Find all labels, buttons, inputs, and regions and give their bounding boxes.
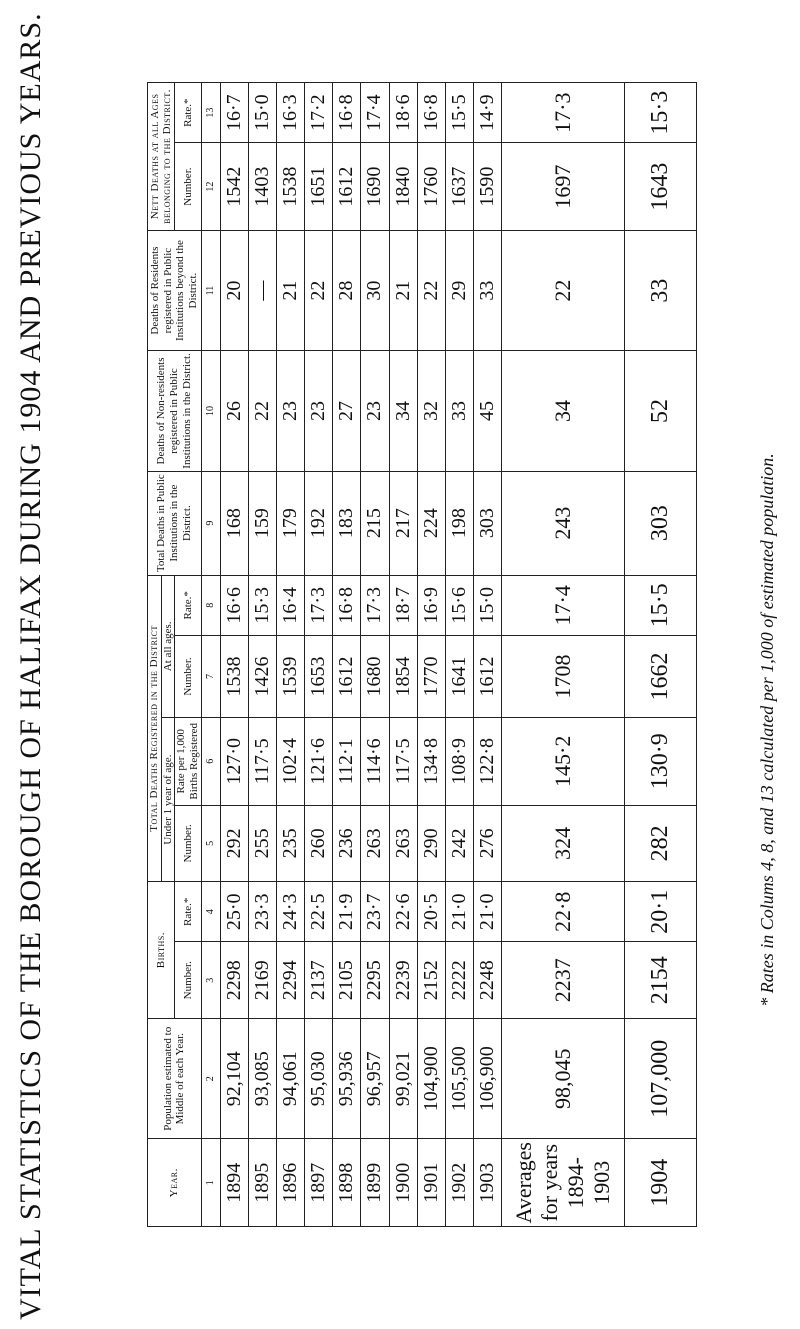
table-cell: 17·4 (502, 575, 625, 635)
table-cell: 1697 (502, 143, 625, 231)
table-cell: 183 (333, 471, 361, 575)
table-row (220, 83, 248, 1227)
table-cell: 290 (417, 805, 445, 882)
table-cell: 159 (248, 471, 276, 575)
header-nett-deaths: Nett Deaths at all Ages belonging to the District. (148, 83, 175, 231)
table-cell: 15·5 (445, 83, 473, 143)
year-cell: 1902 (445, 1139, 473, 1227)
table-cell: 15·0 (248, 83, 276, 143)
statistics-table-wrapper (147, 82, 697, 1227)
table-cell: 263 (389, 805, 417, 882)
table-cell: 23 (276, 351, 304, 471)
table-cell: 168 (220, 471, 248, 575)
column-number: 13 (201, 83, 220, 143)
table-cell: 16·7 (220, 83, 248, 143)
table-cell: 16·9 (417, 575, 445, 635)
year-cell: 1898 (333, 1139, 361, 1227)
table-cell: 1612 (333, 635, 361, 717)
table-cell: 2298 (220, 942, 248, 1019)
table-cell: 117·5 (389, 718, 417, 806)
column-number: 9 (201, 471, 220, 575)
header-year: Year. (148, 1139, 202, 1227)
table-cell: 107,000 (625, 1019, 697, 1139)
table-cell: 16·6 (220, 575, 248, 635)
year-cell: 1897 (305, 1139, 333, 1227)
footnote-container (752, 140, 782, 1320)
table-row (445, 83, 473, 1227)
table-cell: 27 (333, 351, 361, 471)
year-cell: 1901 (417, 1139, 445, 1227)
table-cell: 16·8 (417, 83, 445, 143)
table-cell: 282 (625, 805, 697, 882)
year-cell: 1903 (473, 1139, 501, 1227)
table-cell: 104,900 (417, 1019, 445, 1139)
table-cell: 1641 (445, 635, 473, 717)
table-body (220, 83, 502, 1227)
table-cell: 34 (502, 351, 625, 471)
table-cell: 2105 (333, 942, 361, 1019)
table-cell: 17·3 (502, 83, 625, 143)
column-number: 3 (201, 942, 220, 1019)
header-under1-number: Number. (175, 805, 201, 882)
table-cell: 98,045 (502, 1019, 625, 1139)
averages-label: Averages for years 1894-1903 (502, 1139, 625, 1227)
table-cell: 16·8 (333, 575, 361, 635)
table-cell: 22·6 (389, 882, 417, 942)
header-allages: At all ages. (161, 575, 175, 717)
table-row (248, 83, 276, 1227)
table-cell: 2248 (473, 942, 501, 1019)
table-cell: 20 (220, 230, 248, 350)
table-cell: 1542 (220, 143, 248, 231)
table-cell: 2137 (305, 942, 333, 1019)
year-cell: 1899 (361, 1139, 389, 1227)
header-allages-number: Number. (175, 635, 201, 717)
table-cell: 21·9 (333, 882, 361, 942)
table-row (305, 83, 333, 1227)
header-residents-beyond: Deaths of Residents registered in Public Institutions beyond the District. (148, 230, 202, 350)
table-cell: 20·1 (625, 882, 697, 942)
averages-row (502, 83, 625, 1227)
table-cell: 33 (445, 351, 473, 471)
column-number: 8 (201, 575, 220, 635)
table-cell: 14·9 (473, 83, 501, 143)
table-cell: 2222 (445, 942, 473, 1019)
table-cell: 95,936 (333, 1019, 361, 1139)
table-row (361, 83, 389, 1227)
column-number: 11 (201, 230, 220, 350)
table-cell: 263 (361, 805, 389, 882)
table-cell: 215 (361, 471, 389, 575)
header-births-number: Number. (175, 942, 201, 1019)
table-cell: 99,021 (389, 1019, 417, 1139)
table-cell: 94,061 (276, 1019, 304, 1139)
table-cell: 1637 (445, 143, 473, 231)
table-cell: 1643 (625, 143, 697, 231)
table-cell: 16·3 (276, 83, 304, 143)
statistics-table (147, 82, 697, 1227)
year-cell: 1894 (220, 1139, 248, 1227)
table-cell: 292 (220, 805, 248, 882)
column-number: 6 (201, 718, 220, 806)
table-cell: 145·2 (502, 718, 625, 806)
table-cell: 122·8 (473, 718, 501, 806)
table-cell: 23 (361, 351, 389, 471)
table-cell: 130·9 (625, 718, 697, 806)
table-cell: 26 (220, 351, 248, 471)
table-cell: 92,104 (220, 1019, 248, 1139)
table-cell: 2154 (625, 942, 697, 1019)
table-cell: 121·6 (305, 718, 333, 806)
table-cell: 21·0 (445, 882, 473, 942)
table-cell: 21 (276, 230, 304, 350)
table-cell: 1760 (417, 143, 445, 231)
table-cell: 2169 (248, 942, 276, 1019)
table-cell: 324 (502, 805, 625, 882)
table-cell: 2294 (276, 942, 304, 1019)
table-cell: 16·4 (276, 575, 304, 635)
table-cell: 243 (502, 471, 625, 575)
header-population: Population estimated to Middle of each Year. (148, 1019, 202, 1139)
year-cell: 1896 (276, 1139, 304, 1227)
table-cell: 112·1 (333, 718, 361, 806)
table-cell: 33 (625, 230, 697, 350)
header-nett-number: Number. (175, 143, 201, 231)
table-cell: 33 (473, 230, 501, 350)
table-cell: 255 (248, 805, 276, 882)
table-cell: 15·3 (248, 575, 276, 635)
final-year-row (625, 83, 697, 1227)
header-total-public: Total Deaths in Public Institutions in the District. (148, 471, 202, 575)
table-head (148, 83, 221, 1227)
page-title-container (6, 12, 56, 1320)
table-cell: 127·0 (220, 718, 248, 806)
table-cell: 17·2 (305, 83, 333, 143)
table-cell: 1653 (305, 635, 333, 717)
table-cell: 105,500 (445, 1019, 473, 1139)
table-cell: 192 (305, 471, 333, 575)
table-cell: 260 (305, 805, 333, 882)
table-cell: 114·6 (361, 718, 389, 806)
header-under1: Under 1 year of age. (161, 718, 175, 882)
column-number: 1 (201, 1139, 220, 1227)
table-cell: 1426 (248, 635, 276, 717)
footnote: * Rates in Colums 4, 8, and 13 calculated per 1,000 of estimated population. (757, 453, 777, 1007)
table-cell: 1612 (333, 143, 361, 231)
table-cell: 15·3 (625, 83, 697, 143)
table-cell: 179 (276, 471, 304, 575)
table-cell: 18·7 (389, 575, 417, 635)
table-cell: 28 (333, 230, 361, 350)
table-cell: 17·4 (361, 83, 389, 143)
table-cell: 34 (389, 351, 417, 471)
table-cell: 1680 (361, 635, 389, 717)
final-year-label: 1904 (625, 1139, 697, 1227)
table-cell: 1770 (417, 635, 445, 717)
table-cell: 303 (625, 471, 697, 575)
table-cell: 24·3 (276, 882, 304, 942)
table-cell: 21·0 (473, 882, 501, 942)
table-cell: 106,900 (473, 1019, 501, 1139)
table-cell: 134·8 (417, 718, 445, 806)
table-cell: 217 (389, 471, 417, 575)
table-cell: 17·3 (305, 575, 333, 635)
table-cell: 117·5 (248, 718, 276, 806)
table-cell: 2237 (502, 942, 625, 1019)
table-cell: 22 (305, 230, 333, 350)
table-cell: 2239 (389, 942, 417, 1019)
table-cell: 1538 (220, 635, 248, 717)
header-total-deaths: Total Deaths Registered in the District (148, 575, 162, 882)
table-cell: 1708 (502, 635, 625, 717)
table-cell: 2295 (361, 942, 389, 1019)
column-number: 12 (201, 143, 220, 231)
table-row (473, 83, 501, 1227)
table-cell: 23·3 (248, 882, 276, 942)
year-cell: 1895 (248, 1139, 276, 1227)
table-cell: 15·6 (445, 575, 473, 635)
table-cell: 30 (361, 230, 389, 350)
table-cell: 303 (473, 471, 501, 575)
table-cell: 22·8 (502, 882, 625, 942)
table-cell: 17·3 (361, 575, 389, 635)
header-nett-rate: Rate.* (175, 83, 201, 143)
table-cell: 1840 (389, 143, 417, 231)
table-cell: 1690 (361, 143, 389, 231)
table-cell: 198 (445, 471, 473, 575)
table-cell: 1612 (473, 635, 501, 717)
table-cell: 276 (473, 805, 501, 882)
table-cell: 1539 (276, 635, 304, 717)
column-number: 4 (201, 882, 220, 942)
table-cell: 242 (445, 805, 473, 882)
table-cell: 93,085 (248, 1019, 276, 1139)
table-cell: 1651 (305, 143, 333, 231)
table-cell: 18·6 (389, 83, 417, 143)
table-cell: 108·9 (445, 718, 473, 806)
table-cell: 15·0 (473, 575, 501, 635)
page-title: VITAL STATISTICS OF THE BOROUGH OF HALIFAX DURING 1904 AND PREVIOUS YEARS. (14, 12, 47, 1320)
header-non-residents: Deaths of Non-residents registered in Public Institutions in the District. (148, 351, 202, 471)
header-births: Births. (148, 882, 175, 1019)
table-cell: — (248, 230, 276, 350)
table-row (276, 83, 304, 1227)
table-summary (502, 83, 697, 1227)
table-cell: 236 (333, 805, 361, 882)
table-cell: 1538 (276, 143, 304, 231)
table-cell: 23 (305, 351, 333, 471)
column-number: 10 (201, 351, 220, 471)
table-cell: 1662 (625, 635, 697, 717)
table-cell: 23·7 (361, 882, 389, 942)
table-cell: 2152 (417, 942, 445, 1019)
table-cell: 45 (473, 351, 501, 471)
table-cell: 235 (276, 805, 304, 882)
table-cell: 22 (248, 351, 276, 471)
column-number: 5 (201, 805, 220, 882)
header-births-rate: Rate.* (175, 882, 201, 942)
table-cell: 29 (445, 230, 473, 350)
column-number: 7 (201, 635, 220, 717)
table-cell: 1403 (248, 143, 276, 231)
column-number: 2 (201, 1019, 220, 1139)
table-cell: 16·8 (333, 83, 361, 143)
table-cell: 25·0 (220, 882, 248, 942)
table-cell: 21 (389, 230, 417, 350)
table-cell: 1854 (389, 635, 417, 717)
table-cell: 15·5 (625, 575, 697, 635)
table-row (417, 83, 445, 1227)
table-cell: 95,030 (305, 1019, 333, 1139)
header-under1-rate: Rate per 1,000 Births Registered (175, 718, 201, 806)
table-row (389, 83, 417, 1227)
table-cell: 20·5 (417, 882, 445, 942)
table-cell: 22 (502, 230, 625, 350)
table-cell: 22·5 (305, 882, 333, 942)
year-cell: 1900 (389, 1139, 417, 1227)
table-cell: 96,957 (361, 1019, 389, 1139)
table-cell: 224 (417, 471, 445, 575)
table-cell: 52 (625, 351, 697, 471)
header-allages-rate: Rate.* (175, 575, 201, 635)
table-cell: 22 (417, 230, 445, 350)
table-cell: 102·4 (276, 718, 304, 806)
table-cell: 1590 (473, 143, 501, 231)
table-cell: 32 (417, 351, 445, 471)
table-row (333, 83, 361, 1227)
